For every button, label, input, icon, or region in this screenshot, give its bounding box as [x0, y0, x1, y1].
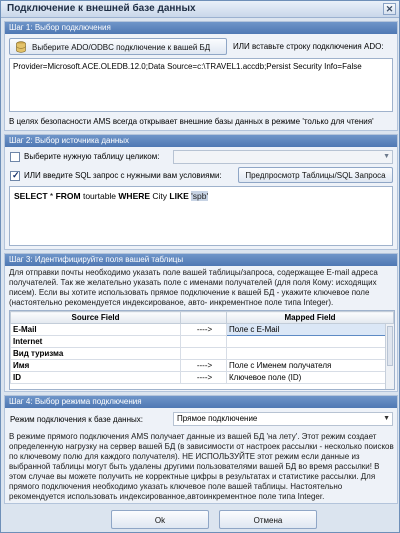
- sql-keyword-select: SELECT: [14, 191, 48, 201]
- readonly-note: В целях безопасности AMS всегда открывает внешние базы данных в режиме 'только для чтения': [9, 117, 374, 126]
- cancel-button-label: Отмена: [253, 516, 283, 525]
- mode-select-value: Прямое подключение: [177, 414, 258, 423]
- sql-checkbox-label: ИЛИ введите SQL запрос с нужными вам условиями:: [24, 171, 222, 180]
- select-connection-button[interactable]: [9, 38, 227, 55]
- title-bar[interactable]: [1, 1, 399, 18]
- mode-select[interactable]: [173, 412, 393, 426]
- column-header-arrow: [181, 312, 227, 324]
- source-field-cell: Internet: [11, 336, 181, 348]
- select-connection-label: Выберите ADO/ODBC подключение к вашей БД: [32, 43, 211, 52]
- arrow-cell: [181, 336, 227, 348]
- arrow-cell: ---->: [181, 360, 227, 372]
- source-field-cell: E-Mail: [11, 324, 181, 336]
- step4-header: Шаг 4: Выбор режима подключения: [5, 396, 397, 408]
- sql-value: 'spb': [191, 191, 209, 201]
- grid-scrollbar-thumb[interactable]: [387, 326, 393, 366]
- step4-group: [4, 395, 398, 504]
- table-row[interactable]: [11, 372, 394, 384]
- connection-string-value: Provider=Microsoft.ACE.OLEDB.12.0;Data Source=c:\TRAVEL1.accdb;Persist Security Info=False: [13, 62, 362, 71]
- arrow-cell: [181, 348, 227, 360]
- table-row[interactable]: [11, 348, 394, 360]
- mapped-field-cell[interactable]: [227, 336, 394, 348]
- arrow-cell: ---->: [181, 372, 227, 384]
- sql-query-text: [14, 191, 208, 201]
- table-row[interactable]: [11, 336, 394, 348]
- preview-button[interactable]: [238, 167, 393, 183]
- connection-string-field[interactable]: [9, 58, 393, 112]
- mapped-field-cell[interactable]: Поле с Именем получателя: [227, 360, 394, 372]
- or-paste-label: ИЛИ вставьте строку подключения ADO:: [233, 42, 384, 51]
- column-header-mapped[interactable]: Mapped Field: [227, 312, 394, 324]
- sql-keyword-where: WHERE: [118, 191, 151, 201]
- table-checkbox-label: Выберите нужную таблицу целиком:: [24, 152, 160, 161]
- database-icon: [15, 41, 27, 55]
- column-header-source[interactable]: Source Field: [11, 312, 181, 324]
- step1-group: [4, 21, 398, 131]
- chevron-down-icon: ▼: [383, 153, 390, 160]
- source-field-cell: Вид туризма: [11, 348, 181, 360]
- mapped-field-cell[interactable]: Поле с E-Mail: [227, 324, 394, 336]
- table-row[interactable]: [11, 324, 394, 336]
- table-row[interactable]: [11, 360, 394, 372]
- step2-header: Шаг 2: Выбор источника данных: [5, 135, 397, 147]
- preview-button-label: Предпросмотр Таблицы/SQL Запроса: [245, 171, 386, 180]
- sql-query-field[interactable]: [9, 186, 393, 246]
- step3-group: [4, 253, 398, 392]
- sql-keyword-like: LIKE: [169, 191, 189, 201]
- sql-column: City: [150, 191, 170, 201]
- ok-button-label: Ok: [154, 516, 166, 525]
- sql-checkbox[interactable]: [10, 171, 20, 181]
- cancel-button[interactable]: [219, 510, 317, 529]
- source-field-cell: ID: [11, 372, 181, 384]
- step3-header: Шаг 3: Идентифицируйте поля вашей таблицы: [5, 254, 397, 266]
- step3-description: Для отправки почты необходимо указать поле вашей таблицы/запроса, содержащее E-mail адреса получателей. Так же желательно указать поле с именами получателей (для поля Кому: исходящих писем). Если вы хотите использовать прямое подключение к вашей БД - укажите ключевое поле (настоятельно рекомендуется индексированое, авто- инкрементное поле типа Integer).: [9, 268, 378, 307]
- step1-header: Шаг 1: Выбор подключения: [5, 22, 397, 34]
- arrow-cell: ---->: [181, 324, 227, 336]
- source-field-cell: Имя: [11, 360, 181, 372]
- mapped-field-cell[interactable]: Ключевое поле (ID): [227, 372, 394, 384]
- mapped-field-cell[interactable]: [227, 348, 394, 360]
- ok-button[interactable]: [111, 510, 209, 529]
- step4-description: В режиме прямого подключения AMS получает данные из вашей БД 'на лету'. Этот режим создает определенную нагрузку на сервер вашей БД (в зависимости от настроек рассылки - несколько поисков по ключевому полю для каждого получателя). НЕ ИСПОЛЬЗУЙТЕ этот режим если данные из выбранной таблицы могут быть удалены другими пользователями вашей БД во время рассылки! В этом случае вы можете получить не корректные цифры в результатах и статистике рассылки. Для прямого подключения необходимо указать ключевое поле вашей таблицы. Настоятельно рекомендуется использовать индексированное,автоинкрементное поле типа Integer.: [9, 432, 394, 501]
- table-select[interactable]: [173, 150, 393, 164]
- table-checkbox[interactable]: [10, 152, 20, 162]
- sql-keyword-from: FROM: [55, 191, 81, 201]
- sql-star: *: [47, 191, 56, 201]
- grid-scrollbar[interactable]: [385, 324, 394, 389]
- sql-table: tourtable: [80, 191, 119, 201]
- field-mapping-grid[interactable]: [9, 310, 395, 390]
- window-title: Подключение к внешней базе данных: [7, 3, 196, 14]
- step2-group: [4, 134, 398, 250]
- chevron-down-icon: ▼: [383, 415, 390, 422]
- close-button[interactable]: ✕: [383, 3, 396, 15]
- mode-label: Режим подключения к базе данных:: [10, 415, 143, 424]
